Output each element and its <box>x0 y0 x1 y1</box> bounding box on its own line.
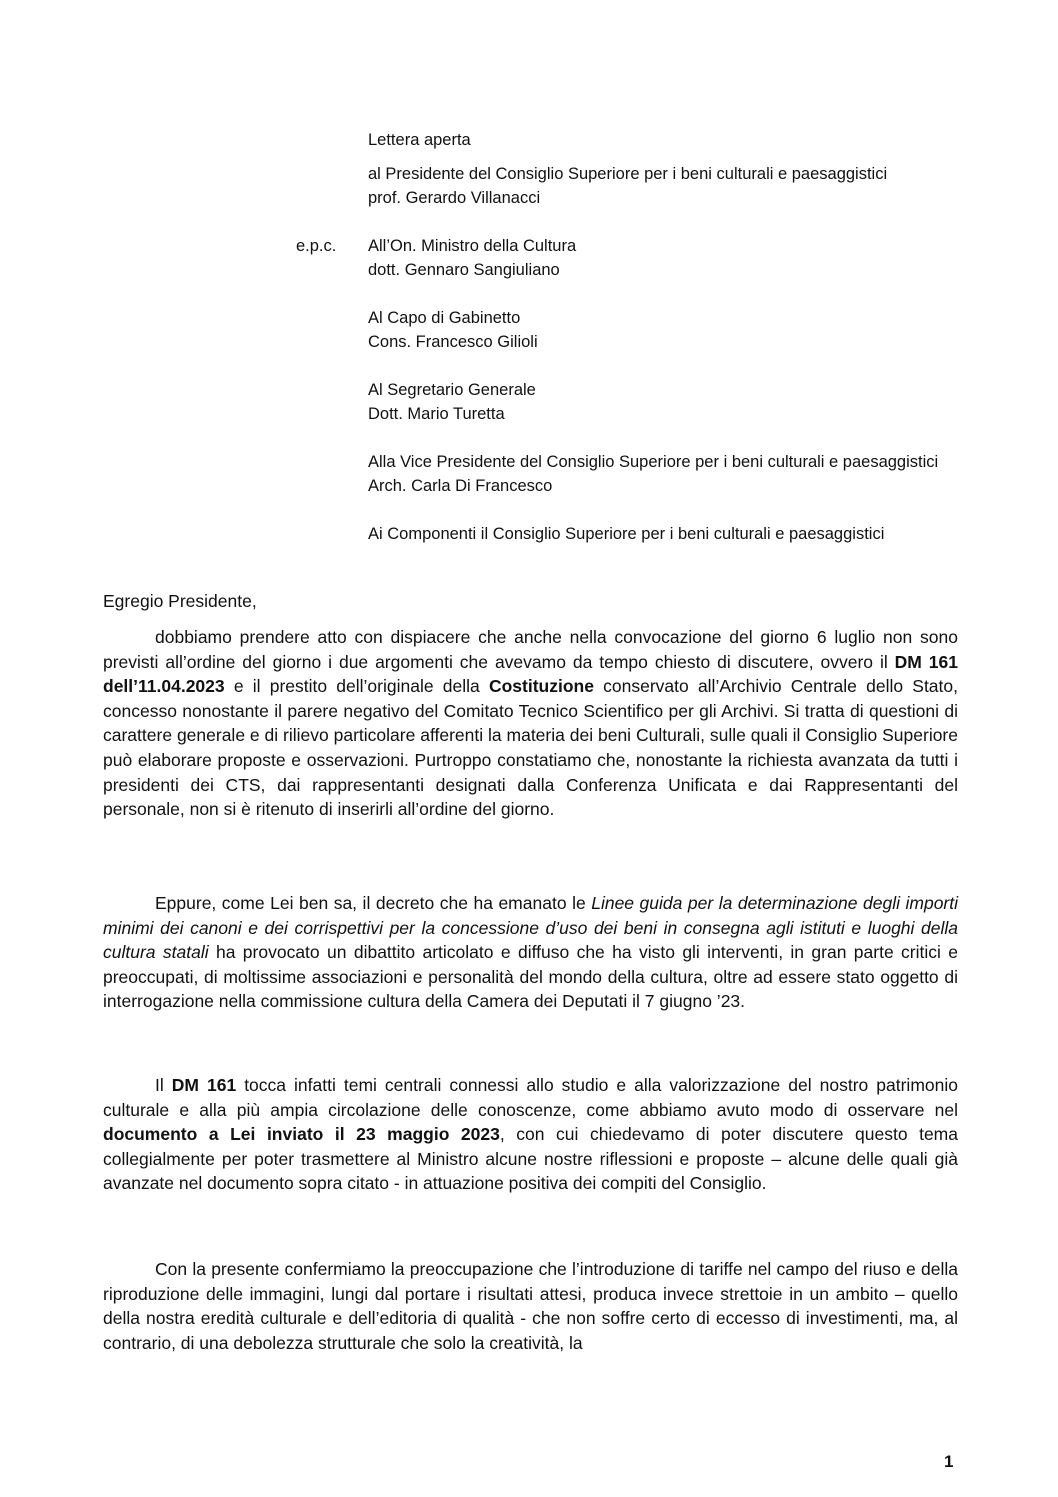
cc-5-line-1: Ai Componenti il Consiglio Superiore per i beni culturali e paesaggistici <box>368 525 885 543</box>
recipient-line-1: al Presidente del Consiglio Superiore per i beni culturali e paesaggistici <box>368 165 888 183</box>
recipient-line-2: prof. Gerardo Villanacci <box>368 189 541 207</box>
cc-1-line-1: All’On. Ministro della Cultura <box>368 237 577 255</box>
cc-4-line-2: Arch. Carla Di Francesco <box>368 477 553 495</box>
epc-label: e.p.c. <box>296 237 337 255</box>
page-number: 1 <box>944 1452 954 1471</box>
bold-costituzione: Costituzione <box>488 676 594 697</box>
cc-3-line-2: Dott. Mario Turetta <box>368 405 505 423</box>
cc-3-line-1: Al Segretario Generale <box>368 381 536 399</box>
paragraph-2: Eppure, come Lei ben sa, il decreto che ha emanato le Linee guida per la determinazione degli importi minimi dei canoni e dei corrispettivi per la concessione d’uso dei beni in consegna agli istituti e luoghi della cultura statali ha provocato un dibattito articolato e diffuso che ha visto gli interventi, in gran parte critici e preoccupati, di moltissime associazioni e personalità del mondo della cultura, oltre ad essere stato oggetto di interrogazione nella commissione cultura della Camera dei Deputati il 7 giugno ’23. <box>103 893 958 1012</box>
paragraph-1: dobbiamo prendere atto con dispiacere che anche nella convocazione del giorno 6 luglio non sono previsti all’ordine del giorno i due argomenti che avevamo da tempo chiesto di discutere, ovvero il DM 161 dell’11.04.2023 e il prestito dell’originale della Costituzione conservato all’Archivio Centrale dello Stato, concesso nonostante il parere negativo del Comitato Tecnico Scientifico per gli Archivi. Si tratta di questioni di carattere generale e di rilievo particolare afferenti la materia dei beni Culturali, sulle quali il Consiglio Superiore può elaborare proposte e osservazioni. Purtroppo constatiamo che, nonostante la richiesta avanzata da tutti i presidenti dei CTS, dai rappresentanti designati dalla Conferenza Unificata e dai Rappresentanti del personale, non si è ritenuto di inserirli all’ordine del giorno. <box>103 627 958 820</box>
paragraph-4: Con la presente confermiamo la preoccupazione che l’introduzione di tariffe nel campo del riuso e della riproduzione delle immagini, lungi dal portare i risultati attesi, produca invece strettoie in un ambito – quello della nostra eredità culturale e dell’editoria di qualità - che non soffre certo di eccesso di investimenti, ma, al contrario, di una debolezza strutturale che solo la creatività, la <box>103 1259 958 1353</box>
bold-dm161: DM 161 <box>171 1075 237 1095</box>
italic-linee-guida: Linee guida per la determinazione degli importi minimi dei canoni e dei corrispettivi per la concessione d’uso dei beni in consegna agli istituti e luoghi della cultura statali <box>103 893 958 963</box>
cc-2-line-1: Al Capo di Gabinetto <box>368 309 521 327</box>
cc-1-line-2: dott. Gennaro Sangiuliano <box>368 261 560 279</box>
greeting: Egregio Presidente, <box>103 591 257 611</box>
cc-2-line-2: Cons. Francesco Gilioli <box>368 333 538 351</box>
bold-dm161-date: DM 161 dell’11.04.2023 <box>103 651 958 697</box>
bold-documento: documento a Lei inviato il 23 maggio 2023 <box>103 1124 500 1145</box>
letter-title: Lettera aperta <box>368 131 471 149</box>
cc-4-line-1: Alla Vice Presidente del Consiglio Superiore per i beni culturali e paesaggistici <box>368 453 939 471</box>
paragraph-3: Il DM 161 tocca infatti temi centrali connessi allo studio e alla valorizzazione del nostro patrimonio culturale e alla più ampia circolazione delle conoscenze, come abbiamo avuto modo di osservare nel documento a Lei inviato il 23 maggio 2023, con cui chiedevamo di poter discutere questo tema collegialmente per poter trasmettere al Ministro alcune nostre riflessioni e proposte – alcune delle quali già avanzate nel documento sopra citato - in attuazione positiva dei compiti del Consiglio. <box>103 1075 958 1194</box>
